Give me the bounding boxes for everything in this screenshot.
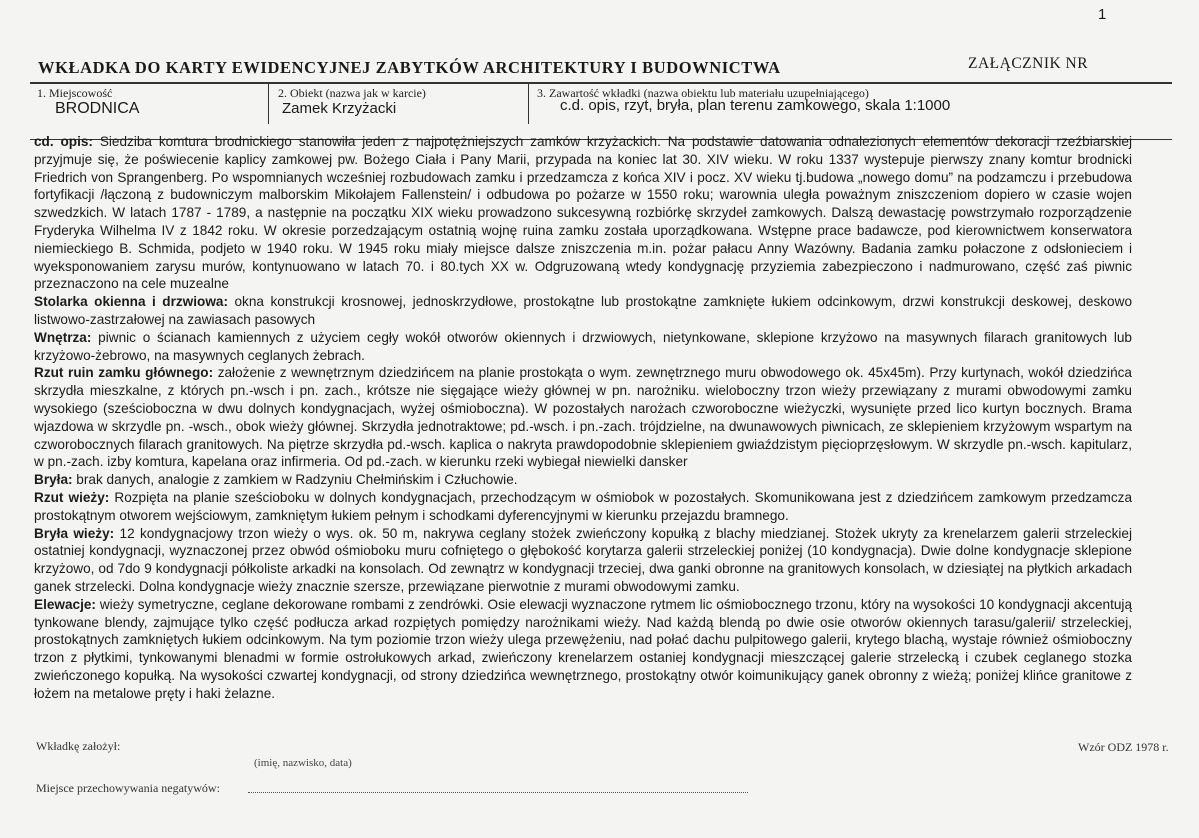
- section-joinery: [34, 293, 1132, 329]
- section-heading: Stolarka okienna i drzwiowa:: [34, 294, 228, 310]
- contents-value: c.d. opis, rzyt, bryła, plan terenu zamkowego, skala 1:1000: [560, 97, 951, 114]
- object-label: 2. Obiekt (nazwa jak w karcie): [278, 86, 426, 100]
- section-text: założenie z wewnętrznym dziedzińcem na planie prostokąta o wym. zewnętrznego muru obwodowego ok. 45x45m). Przy kurtynach, wokół dziedzińca skrzydła mieszkalne, z których pn.-wsch i pn. zach., krótsze nie sięgające wieży głównej w pn. narożniku. wieloboczny trzon wieży przewiązany z murami obwodowymi zamku wysokiego (sześcioboczna w dwu dolnych kondygnacjach, wyżej ośmioboczna). W pozostałych narożach czworoboczne wieżyczki, wysunięte przed lico kurtyn bocznych. Brama wjazdowa w skrzydle pn. -wsch., obok wieży głównej. Skrzydła jednotraktowe; pd.-wsch. i pn.-zach. trójdzielne, na dwunawowych piwnicach, ze sklepieniem krzyżowym wspartym na czworobocznych filarach granitowych. Na piętrze skrzydła pd.-wsch. kaplica o nakryta prawdopodobnie sklepieniem gwiaździstym pięcioprzęsłowym. W skrzydle pn.-wsch. kapitularz, w pn.-zach. izby komtura, kapelana oraz infirmeria. Od pd.-zach. w kierunku rzeki wybiegał niewielki dansker: [34, 365, 1132, 470]
- section-heading: Bryła:: [34, 472, 73, 488]
- page-number: 1: [1098, 6, 1107, 23]
- section-text: piwnic o ścianach kamiennych z użyciem cegły wokół otworów okiennych i drzwiowych, nietynkowane, sklepione krzyżowo na masywnych filarach granitowych lub krzyżowo-żebrowo, na masywnych ceglanych żebrach.: [34, 329, 1132, 363]
- negative-storage-label: Miejsce przechowywania negatywów:: [36, 781, 220, 795]
- section-text: Siedziba komtura brodnickiego stanowiła jeden z najpotężniejszych zamków krzyżackich. Na podstawie datowania odnalezionych elementów dekoracji rzeźbiarskiej przyjmuje się, że poświecenie kaplicy zamkowej pw. Bożego Ciała i Pany Marii, przypada na koniec lat 30. XIV wieku. W roku 1337 wystepuje pierwszy znany komtur brodnicki Friedrich von Sprangenberg. Po wspomnianych wcześniej rozbudowach zamku i przedzamcza z końca XIV i pocz. XV wieku tj.budowa „nowego domu” na podzamczu i przebudowa fortyfikacji /łączoną z budowniczym malborskim Mikołajem Fallenstein/ i odbudowa po pożarze w 1550 roku; warownia uległa poważnym zniszczeniom dopiero w czasie wojen szwedzkich. W latach 1787 - 1789, a następnie na początku XIX wieku prowadzono sukcesywną rozbiórkę skrzydeł zamkowych. Dalszą dewastację powstrzymało rozporządzenie Fryderyka Wilhelma IV z 1842 roku. W okresie porzedzającym ostatnią wojnę ruina zamku została uporządkowana. Wstępne prace badawcze, pod kierownictwem konserwatora niemieckiego B. Schmida, podjeto w 1940 roku. W 1945 roku miały miejsce dalsze zniszczenia m.in. pożar pałacu Anny Wazówny. Badania zamku połaczone z odsłonieciem i wyeksponowaniem zarysu murów, kontynuowano w latach 70. i 80.tych XX w. Odgruzowaną wtedy kondygnację przyziemia zabezpieczono i nadmurowano, część zaś piwnic przeznaczono na cele muzealne: [34, 134, 1133, 292]
- locality-value: BRODNICA: [55, 100, 140, 117]
- section-tower-massing: [34, 525, 1132, 596]
- annex-number-label: ZAŁĄCZNIK NR: [968, 55, 1089, 72]
- section-heading: cd. opis:: [34, 134, 93, 149]
- inserted-by-label: Wkładkę założył:: [36, 739, 121, 753]
- section-text: Rozpięta na planie sześcioboku w dolnych kondygnacjach, przechodzącym w ośmiobok w pozostałych. Skomunikowana jest z dziedzińcem zamkowym przedzamcza prostokątnym otworem wejściowym, zamkniętym łukiem pełnym i schodkami dyferencyjnymi w kierunku przejazdu bramnego.: [34, 489, 1133, 523]
- section-heading: Bryła wieży:: [34, 525, 115, 541]
- section-text: 12 kondygnacjowy trzon wieży o wys. ok. 50 m, nakrywa ceglany stożek zwieńczony kopułką z blachy miedzianej. Stożek ukryty za krenelarzem galerii strzeleckiej ostatniej kondygnacji, wyznaczonej przez obwód ośmioboku muru cofniętego o głębokość korytarza galerii strzeleckiej poniżej (10 kondygnacja). Dwie dolne kondygnacje sklepione krzyżowo, od 7do 9 kondygnacji półkoliste arkadki na konsolach. Od zewnątrz w kondygnacji trzeciej, dwa ganki obronne na granitowych konsolach, w dziesiątej na płytkich arkadach ganek strzelecki. Dolna kondygnacje wieży znacznie szersze, przewiązane pierwotnie z murami obwodowymi zamku.: [34, 525, 1132, 594]
- section-heading: Elewacje:: [34, 596, 96, 612]
- section-text: wieży symetryczne, ceglane dekorowane rombami z zendrówki. Osie elewacji wyznaczone rytmem lic ośmiobocznego trzonu, który na wysokości 10 kondygnacji akcentują tynkowane blendy, zajmujące tylko część podłucza arkad rozpiętych pomiędzy narożnikami wieży. Nad każdą blendą po dwie osie otworów okiennych tarasu/galerii/ strzeleckiej, prostokątnych zamkniętych łukiem odcinkowym. Na tym poziomie trzon wieży ulega przewężeniu, nad połać dachu pulpitowego galerii, krytego blachą, wystaje również ośmioboczny trzon z płytkimi, tynkowanymi blenadmi w formie ostrołukowych arkad, zwieńczony krenelarzem ostaniej kondygnacji mieszczącej galerie strzelecką i czubek ceglanego stozka zwieńczonego kopułką. Na wysokości czwartej kondygnacji, od strony dziedzińca wewnętrznego, prostokątny otwór koimunikujący ganek obronny z wieżą; poniżej klińce granitowe z łożem na metalowe pręty i haki żelazne.: [34, 596, 1132, 701]
- section-heading: Rzut ruin zamku głównego:: [34, 365, 214, 381]
- section-interiors: [34, 329, 1132, 365]
- signature-caption: (imię, nazwisko, data): [254, 757, 352, 769]
- object-value: Zamek Krzyżacki: [282, 100, 397, 117]
- form-title: WKŁADKA DO KARTY EWIDENCYJNEJ ZABYTKÓW ARCHITEKTURY I BUDOWNICTWA: [38, 58, 781, 77]
- section-heading: Wnętrza:: [34, 329, 92, 345]
- section-massing: [34, 471, 1132, 489]
- section-main-castle-plan: [34, 364, 1132, 471]
- header-divider-2: [528, 82, 529, 124]
- section-tower-plan: [34, 489, 1132, 525]
- section-elevations: [34, 596, 1132, 703]
- header-top-rule: [30, 82, 1172, 84]
- contents-label: 3. Zawartość wkładki (nazwa obiektu lub materiału uzupełniającego): [537, 86, 869, 100]
- negative-storage-line: [248, 792, 748, 793]
- locality-label: 1. Miejscowość: [37, 86, 113, 100]
- section-text: brak danych, analogie z zamkiem w Radzyniu Chełmińskim i Człuchowie.: [72, 472, 518, 488]
- form-code: Wzór ODZ 1978 r.: [1078, 740, 1169, 754]
- section-heading: Rzut wieży:: [34, 489, 110, 505]
- header-divider-1: [268, 82, 269, 124]
- section-description: [34, 133, 1132, 293]
- description-body: [34, 133, 1132, 703]
- section-text: okna konstrukcji krosnowej, jednoskrzydłowe, prostokątne lub prostokątne zamknięte łukiem odcinkowym, drzwi konstrukcji deskowej, deskowo listwowo-zastrzałowej na zawiasach pasowych: [34, 294, 1132, 327]
